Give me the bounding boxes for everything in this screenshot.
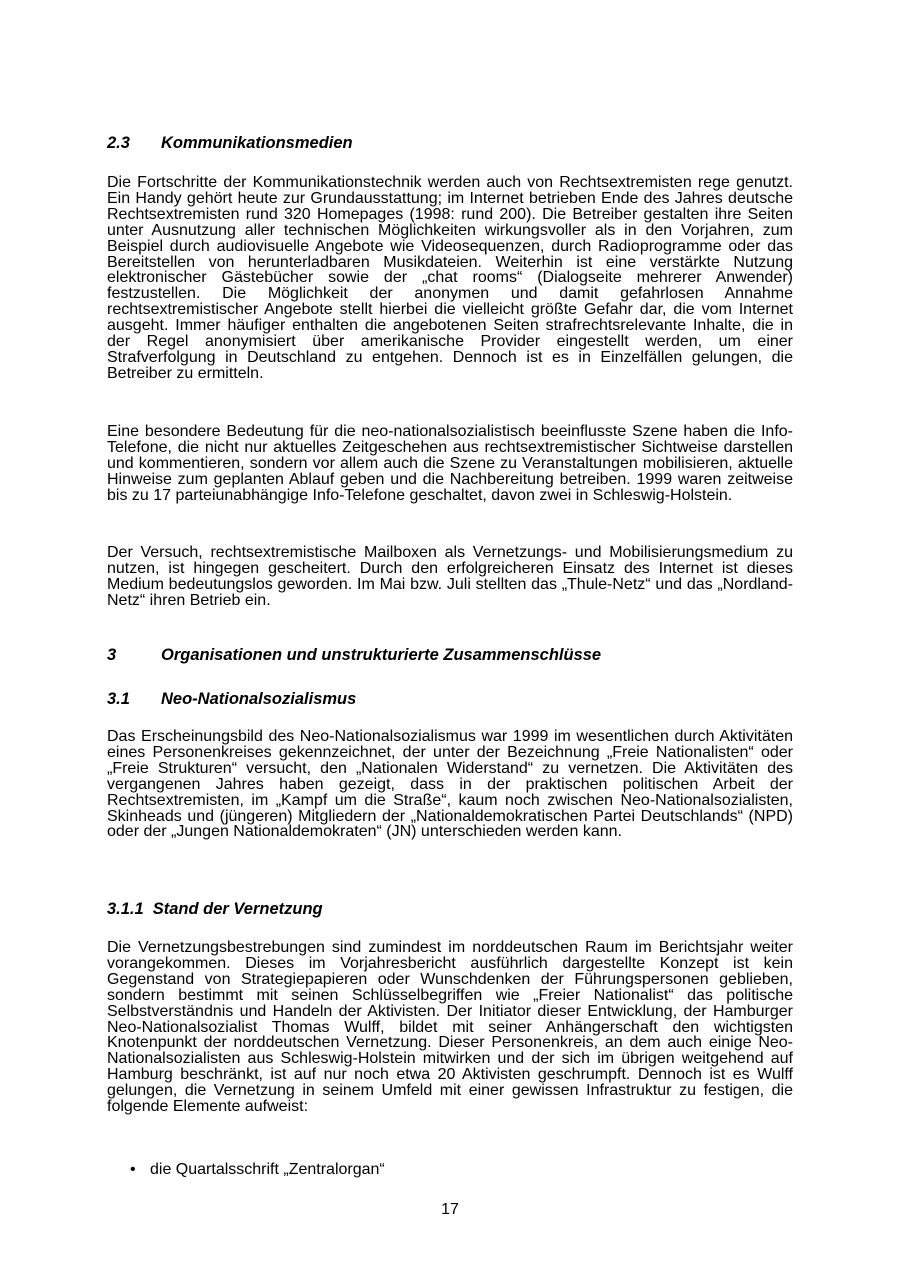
- paragraph-vernetzung: Die Vernetzungsbestrebungen sind zumindest im norddeutschen Raum im Berichtsjahr weiter vorangekommen. Dieses im Vorjahresbericht ausführlich dargestellte Konzept ist kein Gegenstand von Strategiepapieren oder Wunschdenken der Führungspersonen geblieben, sondern bestimmt mit seinen Schlüsselbegriffen wie „Freier Nationalist“ das politische Selbstverständnis und Handeln der Aktivisten. Der Initiator dieser Entwicklung, der Hamburger Neo-Nationalsozialist Thomas Wulff, bildet mit seiner Anhängerschaft den wichtigsten Knotenpunkt der norddeutschen Vernetzung. Dieser Personenkreis, an dem auch einige Neo-Nationalsozialisten aus Schleswig-Holstein mitwirken und der sich im übrigen weitgehend auf Hamburg beschränkt, ist auf nur noch etwa 20 Aktivisten geschrumpft. Dennoch ist es Wulff gelungen, die Vernetzung in seinem Umfeld mit einer gewissen Infrastruktur zu festigen, die folgende Elemente aufweist:: [107, 939, 793, 1116]
- section-heading-2-3: [107, 133, 353, 153]
- section-title: Kommunikationsmedien: [161, 134, 353, 152]
- section-heading-3-1-1: [107, 899, 323, 919]
- paragraph-info-telefone: Eine besondere Bedeutung für die neo-nationalsozialistisch beeinflusste Szene haben die Info-Telefone, die nicht nur aktuelles Zeitgeschehen aus rechtsextremistischer Sichtweise darstellen und kommentieren, sondern vor allem auch die Szene zu Veranstaltungen mobilisieren, aktuelle Hinweise zum geplanten Ablauf geben und die Nachbereitung betreiben. 1999 waren zeitweise bis zu 17 parteiunabhängige Info-Telefone geschaltet, davon zwei in Schleswig-Holstein.: [107, 423, 793, 504]
- section-title: Neo-Nationalsozialismus: [161, 690, 357, 708]
- section-number: 3.1.1: [107, 900, 144, 918]
- bullet-marker: •: [130, 1161, 136, 1178]
- section-title: Stand der Vernetzung: [152, 900, 323, 918]
- list-item: [130, 1161, 385, 1179]
- section-heading-3-1: [107, 689, 356, 709]
- paragraph-neo-nationalsozialismus: Das Erscheinungsbild des Neo-Nationalsozialismus war 1999 im wesentlichen durch Aktivitäten eines Personenkreises gekennzeichnet, der unter der Bezeichnung „Freie Nationalisten“ oder „Freie Strukturen“ versucht, den „Nationalen Widerstand“ zu vernetzen. Die Aktivitäten des vergangenen Jahres haben gezeigt, dass in der praktischen politischen Arbeit der Rechtsextremisten, im „Kampf um die Straße“, kaum noch zwischen Neo-Nationalsozialisten, Skinheads und (jüngeren) Mitgliedern der „Nationaldemokratischen Partei Deutschlands“ (NPD) oder der „Jungen Nationaldemokraten“ (JN) unterschieden werden kann.: [107, 728, 793, 841]
- section-title: Organisationen und unstrukturierte Zusammenschlüsse: [161, 646, 602, 664]
- paragraph-mailboxen: Der Versuch, rechtsextremistische Mailboxen als Vernetzungs- und Mobilisierungsmedium zu nutzen, ist hingegen gescheitert. Durch den erfolgreicheren Einsatz des Internet ist dieses Medium bedeutungslos geworden. Im Mai bzw. Juli stellten das „Thule-Netz“ und das „Nordland-Netz“ ihren Betrieb ein.: [107, 544, 793, 609]
- section-number: 2.3: [107, 134, 130, 152]
- section-number: 3.1: [107, 690, 130, 708]
- section-number: 3: [107, 646, 117, 664]
- page-number: 17: [441, 1201, 459, 1218]
- section-heading-3: [107, 645, 601, 665]
- list-item-text: die Quartalsschrift „Zentralorgan“: [150, 1161, 385, 1178]
- paragraph-communication-tech: Die Fortschritte der Kommunikationstechnik werden auch von Rechtsextremisten rege genutzt. Ein Handy gehört heute zur Grundausstattung; im Internet betrieben Ende des Jahres deutsche Rechtsextremisten rund 320 Homepages (1998: rund 200). Die Betreiber gestalten ihre Seiten unter Ausnutzung aller technischen Möglichkeiten wirkungsvoller als in den Vorjahren, zum Beispiel durch audiovisuelle Angebote wie Videosequenzen, durch Radioprogramme oder das Bereitstellen von herunterladbaren Musikdateien. Weiterhin ist eine verstärkte Nutzung elektronischer Gästebücher sowie der „chat rooms“ (Dialogseite mehrerer Anwender) festzustellen. Die Möglichkeit der anonymen und damit gefahrlosen Annahme rechtsextremistischer Angebote stellt hierbei die vielleicht größte Gefahr dar, die vom Internet ausgeht. Immer häufiger enthalten die angebotenen Seiten strafrechtsrelevante Inhalte, die in der Regel anonymisiert über amerikanische Provider eingestellt werden, um einer Strafverfolgung in Deutschland zu entgehen. Dennoch ist es in Einzelfällen gelungen, die Betreiber zu ermitteln.: [107, 174, 793, 382]
